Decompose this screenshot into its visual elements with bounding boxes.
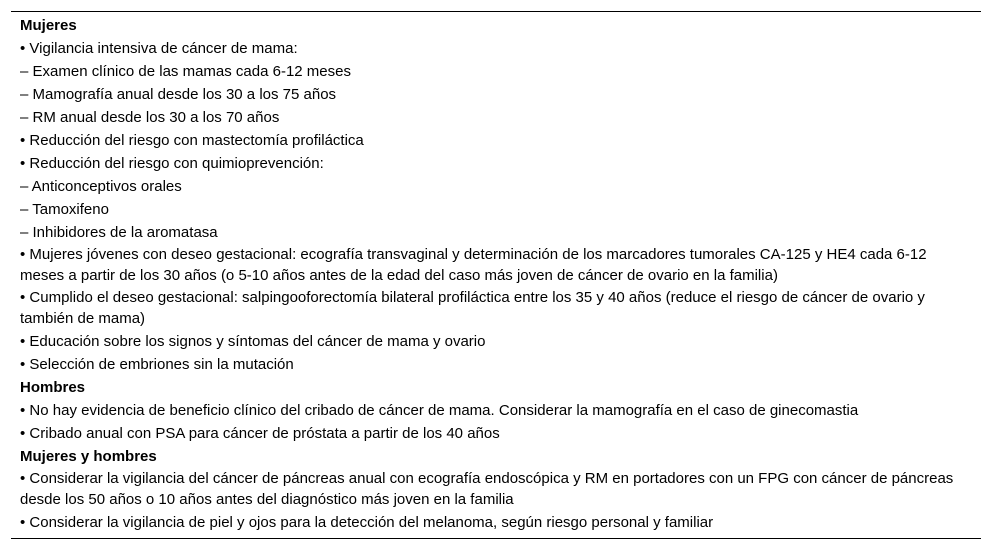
section-heading-men: Hombres	[20, 379, 86, 396]
list-item: • Selección de embriones sin la mutación	[20, 356, 294, 373]
list-item: – Inhibidores de la aromatasa	[20, 224, 218, 241]
list-item: – RM anual desde los 30 a los 70 años	[20, 109, 280, 126]
section-heading-both: Mujeres y hombres	[20, 448, 157, 465]
list-item: – Anticonceptivos orales	[20, 178, 182, 195]
list-item: • Considerar la vigilancia de piel y ojos para la detección del melanoma, según riesgo personal y familiar	[20, 514, 714, 531]
list-item: – Tamoxifeno	[20, 201, 109, 218]
table-cell	[11, 12, 981, 538]
list-item: • Mujeres jóvenes con deseo gestacional: ecografía transvaginal y determinación de los marcadores tumorales CA-125 y HE4 cada 6-12 meses a partir de los 30 años (o 5-10 años antes de la edad del caso más joven de cáncer de ovario en la familia)	[20, 246, 927, 284]
list-item: – Examen clínico de las mamas cada 6-12 meses	[20, 63, 351, 80]
list-item: • No hay evidencia de beneficio clínico del cribado de cáncer de mama. Considerar la mamografía en el caso de ginecomastia	[20, 402, 859, 419]
list-item: • Educación sobre los signos y síntomas del cáncer de mama y ovario	[20, 333, 486, 350]
section-heading-women: Mujeres	[20, 17, 77, 34]
list-item: • Cribado anual con PSA para cáncer de próstata a partir de los 40 años	[20, 425, 500, 442]
list-item: • Reducción del riesgo con mastectomía profiláctica	[20, 132, 364, 149]
list-item: • Considerar la vigilancia del cáncer de páncreas anual con ecografía endoscópica y RM en portadores con un FPG con cáncer de páncreas desde los 50 años o 10 años antes del diagnóstico más joven en la familia	[20, 470, 954, 508]
list-item: – Mamografía anual desde los 30 a los 75 años	[20, 86, 337, 103]
list-item: • Reducción del riesgo con quimioprevención:	[20, 155, 324, 172]
list-item: • Cumplido el deseo gestacional: salpingooforectomía bilateral profiláctica entre los 35 y 40 años (reduce el riesgo de cáncer de ovario y también de mama)	[20, 289, 925, 327]
list-item: • Vigilancia intensiva de cáncer de mama:	[20, 40, 298, 57]
recommendations-table	[11, 11, 981, 539]
